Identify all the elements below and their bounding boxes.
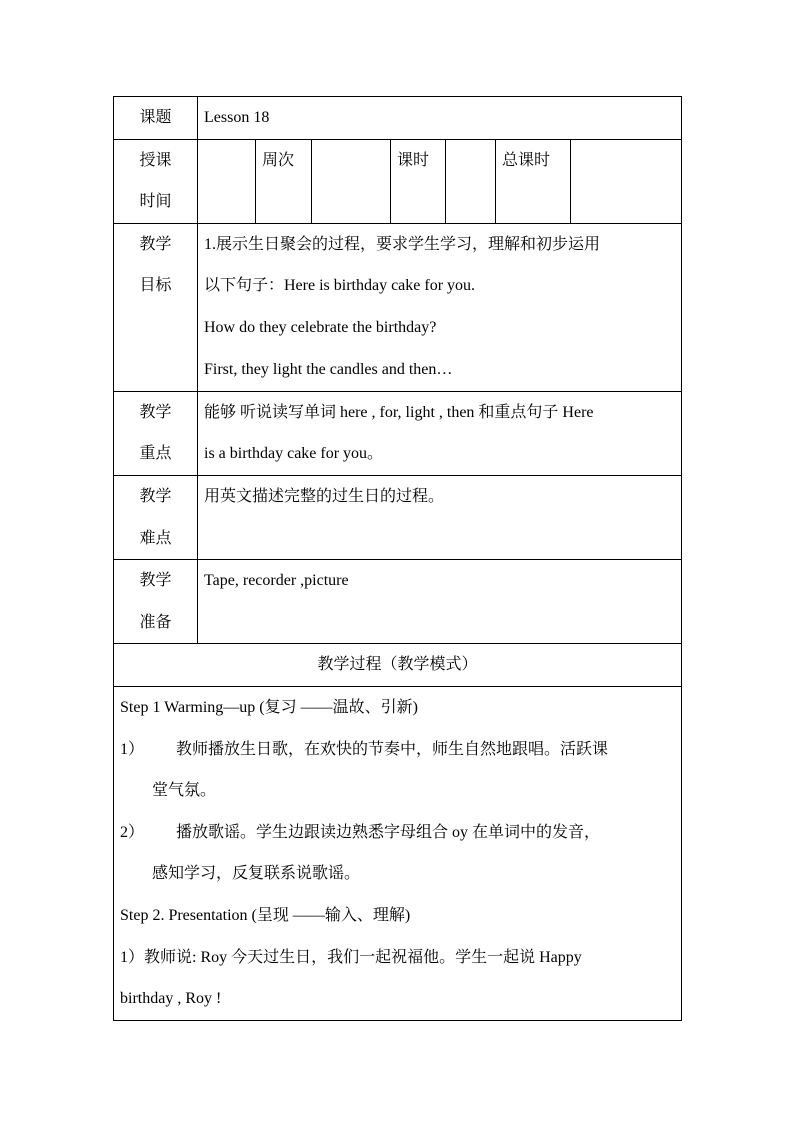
preparation-label bbox=[114, 560, 198, 644]
preparation-content: Tape, recorder ,picture bbox=[198, 560, 682, 644]
title-value: Lesson 18 bbox=[198, 97, 682, 140]
lesson-plan-table bbox=[113, 96, 682, 1021]
goal-label-line-1: 教学 bbox=[139, 235, 172, 253]
time-label-line-1: 授课 bbox=[139, 151, 172, 169]
goal-line-2: 以下句子：Here is birthday cake for you. bbox=[204, 277, 476, 295]
period-label: 课时 bbox=[391, 139, 446, 223]
row-process-body bbox=[114, 686, 682, 1020]
key-label-line-2: 重点 bbox=[139, 445, 172, 463]
total-label: 总课时 bbox=[496, 139, 571, 223]
step1-item2-line1 bbox=[120, 812, 675, 854]
goal-label-line-2: 目标 bbox=[139, 277, 172, 295]
row-preparation bbox=[114, 560, 682, 644]
process-content bbox=[114, 686, 682, 1020]
goal-label bbox=[114, 223, 198, 391]
step2-title: Step 2. Presentation (呈现 ——输入、理解) bbox=[120, 906, 411, 924]
key-line-2: is a birthday cake for you。 bbox=[204, 445, 384, 463]
row-goal bbox=[114, 223, 682, 391]
process-header: 教学过程（教学模式） bbox=[114, 644, 682, 687]
goal-line-3: How do they celebrate the birthday? bbox=[204, 318, 437, 336]
step1-item2-text: 播放歌谣。学生边跟读边熟悉字母组合 oy 在单词中的发音， bbox=[176, 823, 601, 841]
difficulty-label bbox=[114, 475, 198, 559]
goal-line-1: 1.展示生日聚会的过程，要求学生学习，理解和初步运用 bbox=[204, 235, 601, 253]
total-value-cell bbox=[571, 139, 682, 223]
row-title bbox=[114, 97, 682, 140]
step1-title: Step 1 Warming—up (复习 ——温故、引新) bbox=[120, 698, 418, 716]
difficulty-content: 用英文描述完整的过生日的过程。 bbox=[198, 475, 682, 559]
goal-line-4: First, they light the candles and then… bbox=[204, 360, 453, 378]
time-label-line-2: 时间 bbox=[139, 193, 172, 211]
row-time bbox=[114, 139, 682, 223]
preparation-label-line-2: 准备 bbox=[139, 613, 172, 631]
week-label: 周次 bbox=[256, 139, 312, 223]
week-value-cell bbox=[312, 139, 391, 223]
preparation-label-line-1: 教学 bbox=[139, 572, 172, 590]
goal-content bbox=[198, 223, 682, 391]
step1-item1-line1 bbox=[120, 729, 675, 771]
step2-item1-line1: 1）教师说: Roy 今天过生日，我们一起祝福他。学生一起说 Happy bbox=[120, 948, 582, 966]
step1-item2-number: 2） bbox=[120, 823, 145, 841]
row-difficulty bbox=[114, 475, 682, 559]
difficulty-label-line-2: 难点 bbox=[139, 529, 172, 547]
difficulty-label-line-1: 教学 bbox=[139, 487, 172, 505]
time-value-cell bbox=[198, 139, 256, 223]
key-content bbox=[198, 391, 682, 475]
step1-item1-number: 1） bbox=[120, 740, 145, 758]
step1-item1-line2: 堂气氛。 bbox=[152, 782, 217, 800]
step1-item2-line2: 感知学习，反复联系说歌谣。 bbox=[152, 865, 361, 883]
step2-item1-line2: birthday , Roy ! bbox=[120, 990, 222, 1008]
title-label: 课题 bbox=[114, 97, 198, 140]
key-line-1: 能够 听说读写单词 here , for, light , then 和重点句子 Here bbox=[204, 403, 594, 421]
key-label-line-1: 教学 bbox=[139, 403, 172, 421]
step1-item1-text: 教师播放生日歌，在欢快的节奏中，师生自然地跟唱。活跃课 bbox=[176, 740, 609, 758]
row-process-header bbox=[114, 644, 682, 687]
time-label bbox=[114, 139, 198, 223]
key-label bbox=[114, 391, 198, 475]
row-key-points bbox=[114, 391, 682, 475]
period-value-cell bbox=[446, 139, 496, 223]
